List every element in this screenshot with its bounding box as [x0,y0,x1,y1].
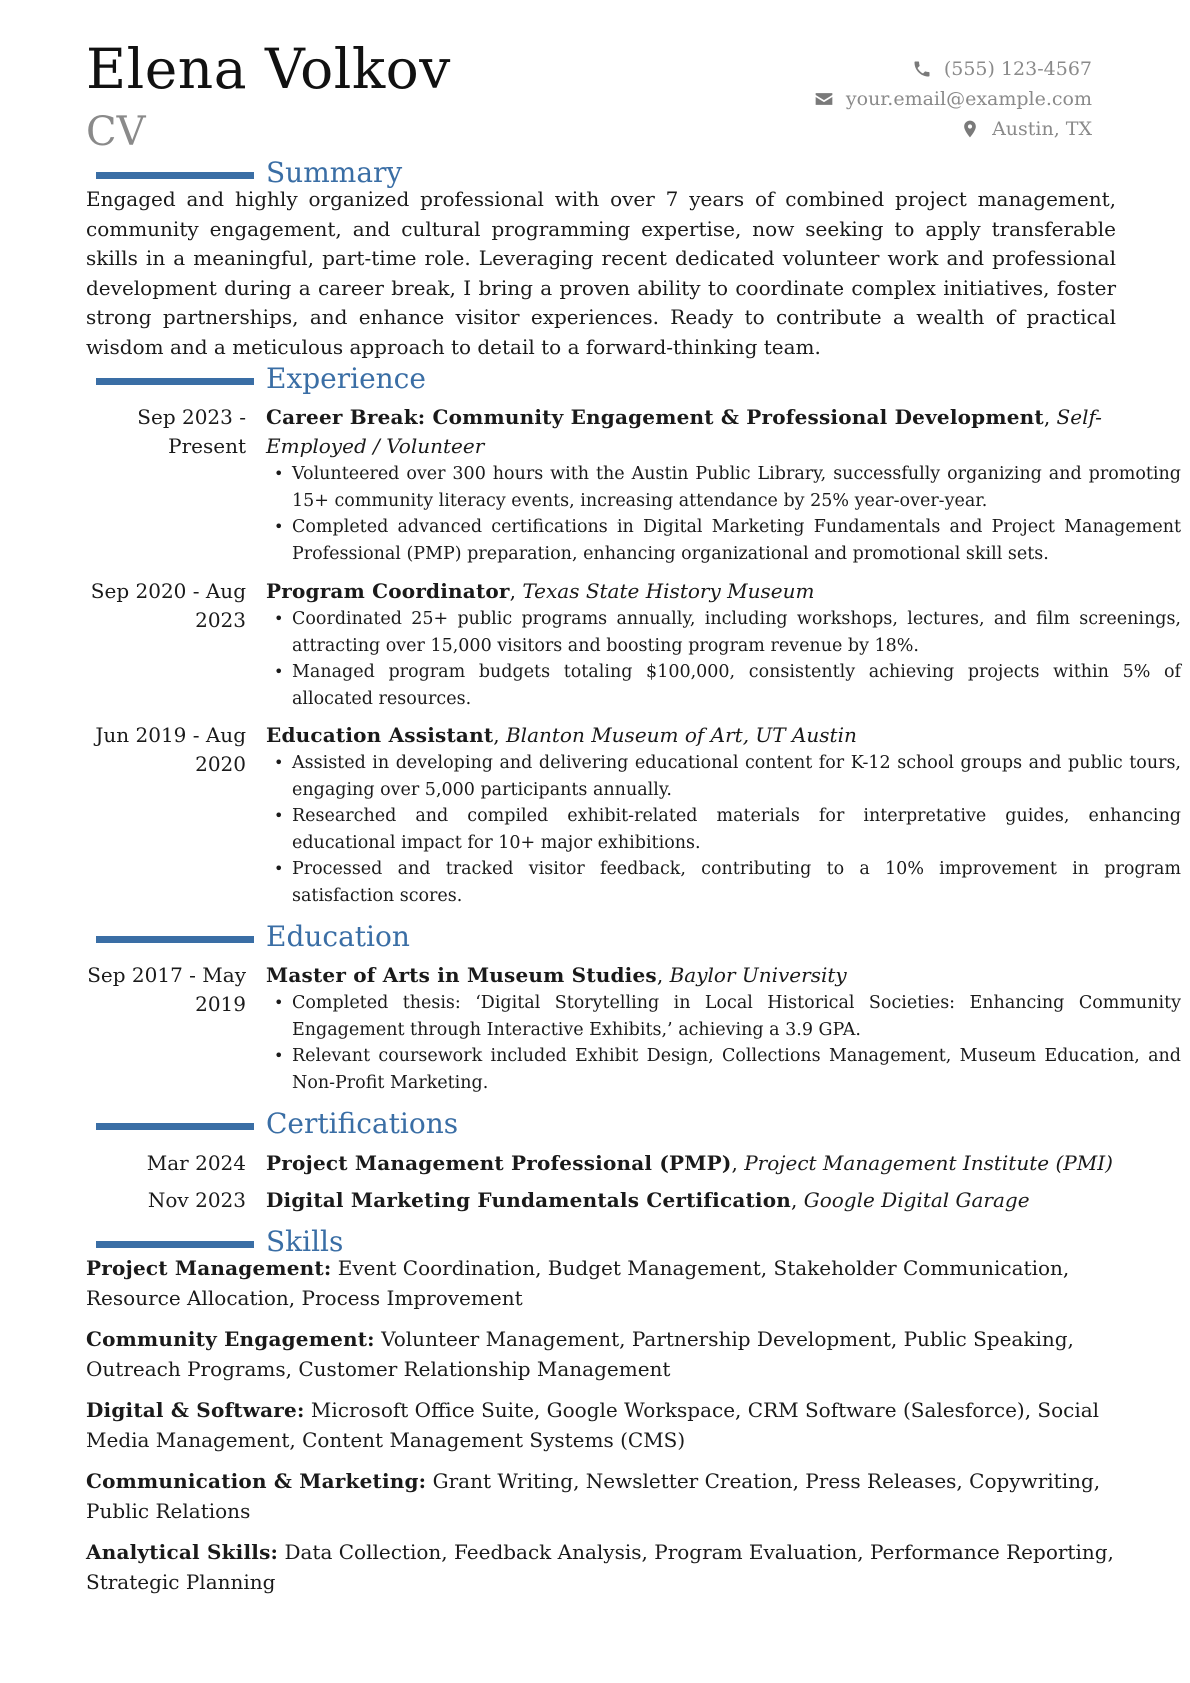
entry-heading: Career Break: Community Engagement & Professional Development, Self-Employed / Volunteer [266,405,1102,458]
email-link[interactable]: your.email@example.com [845,88,1092,110]
entry-date: Mar 2024 [146,1151,246,1175]
entry-org: Project Management Institute (PMI) [744,1151,1113,1175]
entry-role: Education Assistant [266,723,494,747]
entry-org: Self-Employed / Volunteer [266,405,1102,458]
entry-role: Digital Marketing Fundamentals Certification [266,1188,792,1212]
skill-category: Digital & Software: [86,1398,305,1422]
contact-phone [672,54,1092,84]
bullet-item: • Relevant coursework included Exhibit Design, Collections Management, Museum Education, and Non-Profit Marketing. [266,1043,1181,1096]
section-heading-experience [96,361,426,397]
entry-role: Project Management Professional (PMP) [266,1151,732,1175]
skill-list: Volunteer Management, Partnership Development, Public Speaking, Outreach Programs, Customer Relationship Management [86,1327,1074,1381]
skill-list: Data Collection, Feedback Analysis, Program Evaluation, Performance Reporting, Strategic Planning [86,1540,1114,1594]
entry-date: Sep 2017 - May 2019 [87,963,246,1016]
section-title: Experience [266,362,426,395]
certification-entry [86,1185,1116,1215]
bullet-item: • Coordinated 25+ public programs annually, including workshops, lectures, and film screenings, attracting over 15,000 visitors and boosting program revenue by 18%. [266,606,1181,659]
entry-bullets [266,461,1181,567]
candidate-name: Elena Volkov [86,37,451,101]
bullet-item: • Managed program budgets totaling $100,000, consistently achieving projects within 5% of allocated resources. [266,659,1181,712]
bullet-item: • Volunteered over 300 hours with the Austin Public Library, successfully organizing and promoting 15+ community literacy events, increasing attendance by 25% year-over-year. [266,461,1181,514]
entry-heading: Program Coordinator, Texas State History Museum [266,579,815,603]
bullet-item: • Assisted in developing and delivering educational content for K-12 school groups and public tours, engaging over 5,000 participants annually. [266,750,1181,803]
entry-role: Master of Arts in Museum Studies [266,963,657,987]
summary-text: Engaged and highly organized professional with over 7 years of combined project management, community engagement, and cultural programming expertise, now seeking to apply transferable skills in a meaningful, part-time role. Leveraging recent dedicated volunteer work and professional development during a career break, I bring a proven ability to coordinate complex initiatives, foster strong partnerships, and enhance visitor experiences. Ready to contribute a wealth of practical wisdom and a meticulous approach to detail to a forward-thinking team. [86,187,1116,359]
bullet-item: • Researched and compiled exhibit-related materials for interpretative guides, enhancing educational impact for 10+ major exhibitions. [266,803,1181,856]
entry-org: Blanton Museum of Art, UT Austin [505,723,857,747]
section-title: Certifications [266,1107,459,1140]
entry-bullets [266,606,1181,712]
entry-body [266,961,1181,1096]
entry-date: Sep 2023 - Present [137,405,246,458]
skill-group [86,1254,1116,1313]
skill-group [86,1467,1116,1526]
certification-entry [86,1148,1116,1178]
skill-list: Event Coordination, Budget Management, Stakeholder Communication, Resource Allocation, Process Improvement [86,1256,1070,1310]
location-text: Austin, TX [992,118,1092,140]
skill-group [86,1396,1116,1455]
entry-date: Nov 2023 [147,1188,246,1212]
entry-role: Career Break: Community Engagement & Professional Development [266,405,1044,429]
section-title: Education [266,920,410,953]
map-pin-icon [960,119,980,139]
entry-org: Texas State History Museum [522,579,815,603]
skill-category: Communication & Marketing: [86,1469,427,1493]
entry-bullets [266,990,1181,1096]
entry-body [266,577,1181,712]
section-accent-bar [96,172,254,179]
entry-bullets [266,750,1181,909]
skill-list: Microsoft Office Suite, Google Workspace, CRM Software (Salesforce), Social Media Management, Content Management Systems (CMS) [86,1398,1100,1452]
bullet-item: • Processed and tracked visitor feedback, contributing to a 10% improvement in program satisfaction scores. [266,856,1181,909]
section-title: Skills [266,1225,344,1258]
document-subtitle: CV [86,109,146,155]
entry-org: Baylor University [669,963,847,987]
skill-category: Community Engagement: [86,1327,375,1351]
entry-body [266,403,1181,567]
skill-list: Grant Writing, Newsletter Creation, Press Releases, Copywriting, Public Relations [86,1469,1101,1523]
section-accent-bar [96,936,254,943]
entry-date: Jun 2019 - Aug 2020 [95,723,246,776]
entry-heading: Master of Arts in Museum Studies, Baylor University [266,963,847,987]
contact-block [672,54,1092,144]
section-accent-bar [96,378,254,385]
section-accent-bar [96,1241,254,1248]
section-title: Summary [266,156,403,189]
skill-category: Analytical Skills: [86,1540,279,1564]
bullet-item: • Completed thesis: ‘Digital Storytelling in Local Historical Societies: Enhancing Community Engagement through Interactive Exhibits,’ achieving a 3.9 GPA. [266,990,1181,1043]
envelope-icon [814,89,834,109]
entry-org: Google Digital Garage [803,1188,1030,1212]
skill-group [86,1325,1116,1384]
entry-heading: Digital Marketing Fundamentals Certification, Google Digital Garage [266,1188,1030,1212]
section-heading-education [96,919,410,955]
bullet-item: • Completed advanced certifications in Digital Marketing Fundamentals and Project Management Professional (PMP) preparation, enhancing organizational and promotional skill sets. [266,514,1181,567]
section-accent-bar [96,1123,254,1130]
phone-icon [912,59,932,79]
section-heading-certifications [96,1106,458,1142]
entry-date: Sep 2020 - Aug 2023 [90,579,246,632]
skill-group [86,1538,1116,1597]
contact-email [672,84,1092,114]
entry-role: Program Coordinator [266,579,510,603]
contact-location [672,114,1092,144]
entry-body [266,721,1181,909]
phone-text: (555) 123-4567 [943,58,1092,80]
entry-heading: Project Management Professional (PMP), Project Management Institute (PMI) [266,1151,1113,1175]
skill-category: Project Management: [86,1256,332,1280]
entry-heading: Education Assistant, Blanton Museum of Art, UT Austin [266,723,857,747]
